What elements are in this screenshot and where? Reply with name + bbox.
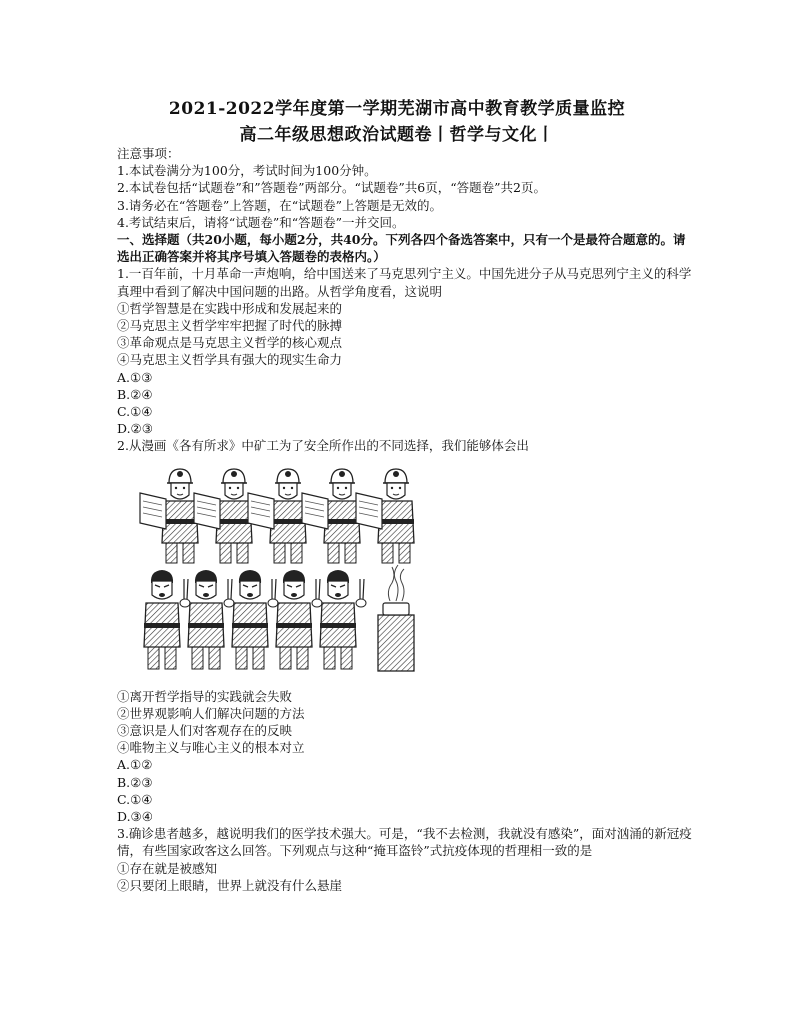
q2-statement-3: ③意识是人们对客观存在的反映: [117, 723, 293, 739]
q1-option-c: C.①④: [117, 404, 153, 420]
exam-body: [117, 145, 692, 894]
exam-title-line2: 高二年级思想政治试题卷丨哲学与文化丨: [239, 125, 555, 145]
q2-option-a: A.①②: [117, 757, 153, 773]
notice-item-1: 1.本试卷满分为100分，考试时间为100分钟。: [117, 163, 377, 179]
question-3-stem: 3.确诊患者越多，越说明我们的医学技术强大。可是，“我不去检测，我就没有感染”，面对汹涌的新冠疫情，有些国家政客这么回答。下列观点与这种“掩耳盗铃”式抗疫体现的哲理相一致的是: [117, 826, 692, 859]
q1-statement-4: ④马克思主义哲学具有强大的现实生命力: [117, 352, 343, 368]
exam-title-line1: 2021-2022学年度第一学期芜湖市高中教育教学质量监控: [168, 99, 626, 119]
q2-statement-4: ④唯物主义与唯心主义的根本对立: [117, 740, 305, 756]
notice-item-3: 3.请务必在“答题卷”上答题，在“试题卷”上答题是无效的。: [117, 197, 442, 213]
notice-heading: 注意事项：: [117, 146, 180, 161]
q2-option-c: C.①④: [117, 791, 153, 807]
q1-statement-2: ②马克思主义哲学牢牢把握了时代的脉搏: [117, 318, 343, 334]
question-1-stem: 1.一百年前，十月革命一声炮响，给中国送来了马克思列宁主义。中国先进分子从马克思列宁主义的科学真理中看到了解决中国问题的出路。从哲学角度看，这说明: [117, 266, 692, 299]
q1-option-a: A.①③: [117, 369, 153, 385]
q2-option-d: D.③④: [117, 809, 153, 825]
q1-statement-3: ③革命观点是马克思主义哲学的核心观点: [117, 335, 343, 351]
q1-statement-1: ①哲学智慧是在实践中形成和发展起来的: [117, 300, 343, 316]
q3-statement-1: ①存在就是被感知: [117, 860, 218, 876]
notice-item-2: 2.本试卷包括“试题卷”和”答题卷”两部分。“试题卷”共6页，“答题卷”共2页。: [117, 180, 546, 196]
q2-statement-1: ①离开哲学指导的实践就会失败: [117, 688, 293, 704]
q1-option-b: B.②④: [117, 386, 153, 402]
q3-statement-2: ②只要闭上眼睛，世界上就没有什么悬崖: [117, 877, 343, 893]
q2-option-b: B.②③: [117, 774, 153, 790]
question-2-stem: 2.从漫画《各有所求》中矿工为了安全所作出的不同选择，我们能够体会出: [117, 438, 529, 454]
q2-statement-2: ②世界观影响人们解决问题的方法: [117, 705, 305, 721]
section1-heading: 一、选择题（共20小题，每小题2分，共40分。下列各四个备选答案中，只有一个是最符合题意的。请选出正确答案并将其序号填入答题卷的表格内。）: [117, 232, 686, 265]
notice-item-4: 4.考试结束后，请将“试题卷”和“答题卷”一并交回。: [117, 214, 405, 230]
cartoon-miners-icon: [126, 465, 426, 678]
q1-option-d: D.②③: [117, 421, 153, 437]
